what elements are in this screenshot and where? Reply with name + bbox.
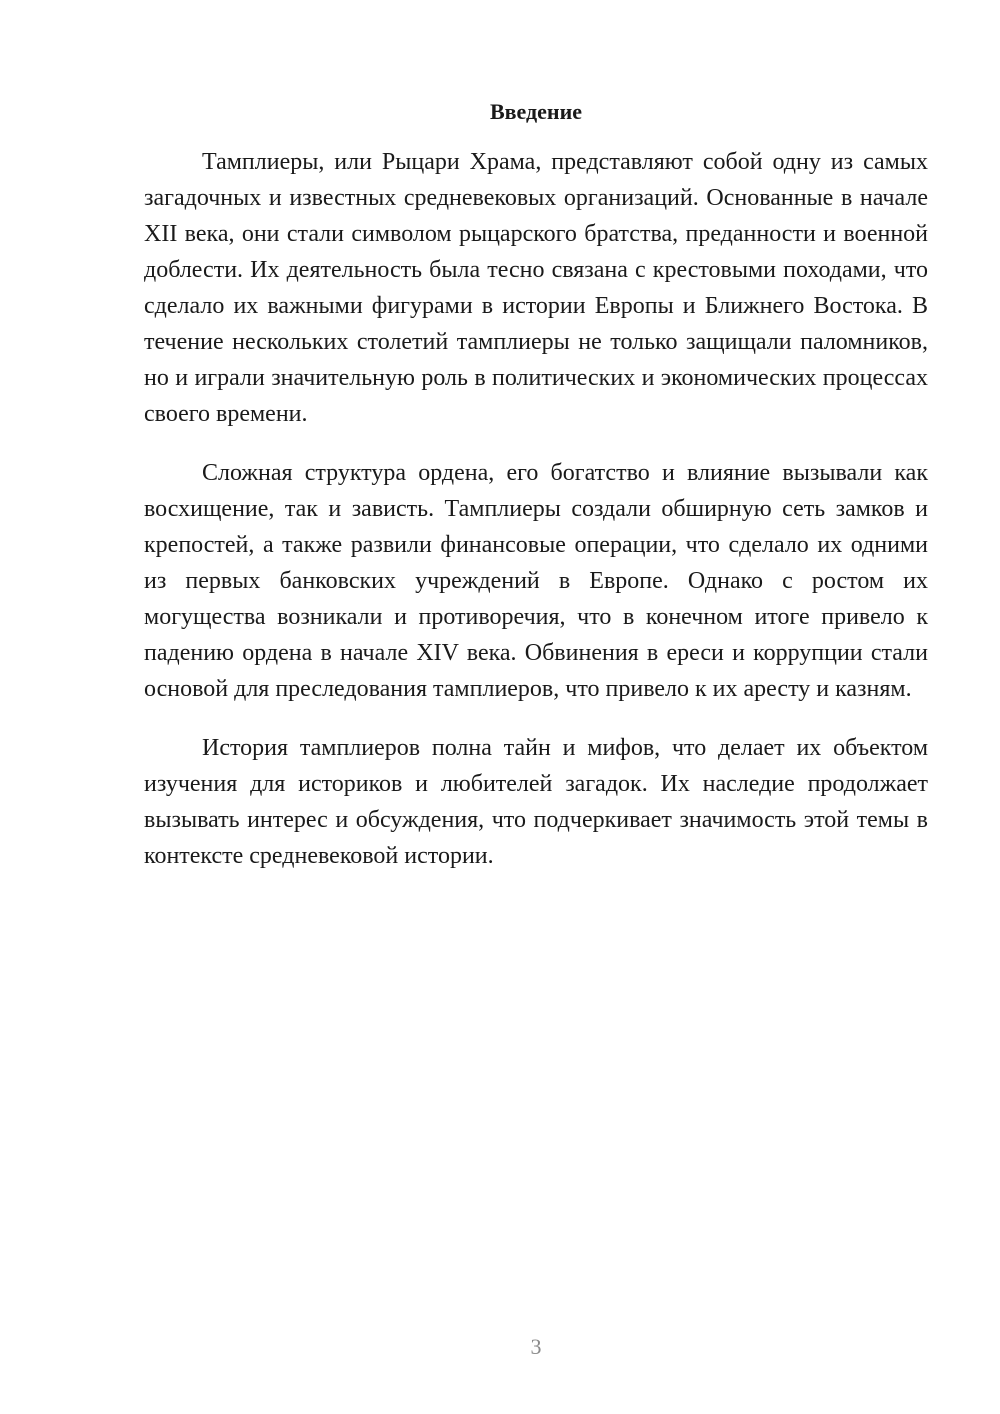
paragraph-3: История тамплиеров полна тайн и мифов, что делает их объектом изучения для историков и любителей загадок. Их наследие продолжает вызывать интерес и обсуждения, что подчеркивает значимость этой темы в контексте средневековой истории. [144, 735, 928, 869]
page-number: 3 [530, 1334, 542, 1359]
body-text [144, 144, 928, 897]
paragraph-1: Тамплиеры, или Рыцари Храма, представляют собой одну из самых загадочных и известных средневековых организаций. Основанные в начале XII века, они стали символом рыцарского братства, преданности и военной доблести. Их деятельность была тесно связана с крестовыми походами, что сделало их важными фигурами в истории Европы и Ближнего Востока. В течение нескольких столетий тамплиеры не только защищали паломников, но и играли значительную роль в политических и экономических процессах своего времени. [144, 149, 928, 427]
section-heading: Введение [489, 99, 583, 124]
paragraph-2: Сложная структура ордена, его богатство и влияние вызывали как восхищение, так и зависть. Тамплиеры создали обширную сеть замков и крепостей, а также развили финансовые операции, что сделало их одними из первых банковских учреждений в Европе. Однако с ростом их могущества возникали и противоречия, что в конечном итоге привело к падению ордена в начале XIV века. Обвинения в ереси и коррупции стали основой для преследования тамплиеров, что привело к их аресту и казням. [144, 460, 928, 702]
